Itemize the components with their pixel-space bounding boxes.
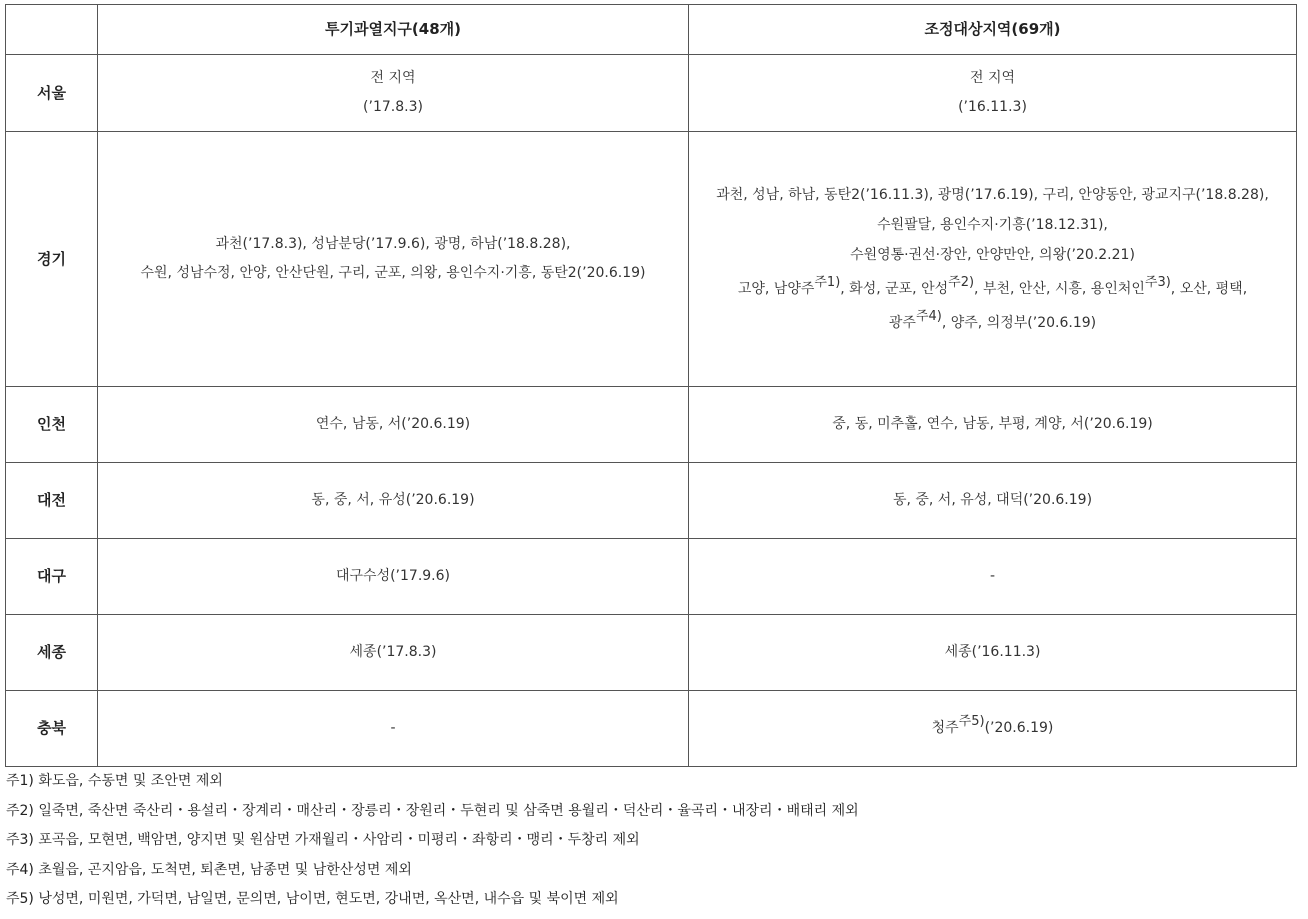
cell-line: (’16.11.3) [958,99,1027,115]
region-label: 경기 [6,132,98,387]
footnote-5: 주5) 낭성면, 미원면, 가덕면, 남일면, 문의면, 남이면, 현도면, 강내면, 옥산면, 내수읍 및 북이면 제외 [6,891,619,907]
region-label: 인천 [6,387,98,463]
footnote-ref: 주1) [814,275,841,290]
cell-line: 수원영통·권선·장안, 안양만안, 의왕(’20.2.21) [850,247,1135,263]
cell-line: 전 지역 [370,70,416,86]
footnote-ref: 주5) [958,714,985,729]
table-row-incheon [6,387,1297,463]
adjustment-cell: 동, 중, 서, 유성, 대덕(’20.6.19) [689,463,1297,539]
cell-line: (’17.8.3) [363,99,423,115]
overheated-cell: 대구수성(’17.9.6) [98,539,689,615]
adjustment-cell: - [689,539,1297,615]
overheated-cell: - [98,691,689,767]
footnote-3: 주3) 포곡읍, 모현면, 백암면, 양지면 및 원삼면 가재월리・사암리・미평리・좌항리・맹리・두창리 제외 [6,832,640,848]
adjustment-cell [689,55,1297,132]
overheated-cell: 세종(’17.8.3) [98,615,689,691]
table-row-sejong [6,615,1297,691]
footnote-ref: 주4) [915,309,942,324]
header-adjustment-target-area: 조정대상지역(69개) [689,5,1297,55]
table-row-seoul [6,55,1297,132]
table-row-chungbuk [6,691,1297,767]
footnote-2: 주2) 일죽면, 죽산면 죽산리・용설리・장계리・매산리・장릉리・장원리・두현리 및 삼죽면 용월리・덕산리・율곡리・내장리・배태리 제외 [6,802,859,819]
region-label: 세종 [6,615,98,691]
cell-text: , 부천, 안산, 시흥, 용인처인 [974,281,1145,297]
regulation-zone-table [5,4,1297,767]
region-label: 충북 [6,691,98,767]
table-row-daegu [6,539,1297,615]
adjustment-cell: 중, 동, 미추홀, 연수, 남동, 부평, 계양, 서(’20.6.19) [689,387,1297,463]
region-label: 대구 [6,539,98,615]
region-label: 서울 [6,55,98,132]
cell-text: 청주 [931,720,959,736]
region-label: 대전 [6,463,98,539]
header-corner-cell [6,5,98,55]
cell-line: 전 지역 [969,70,1016,86]
overheated-cell [98,55,689,132]
overheated-cell: 동, 중, 서, 유성(’20.6.19) [98,463,689,539]
cell-text: , 양주, 의정부(’20.6.19) [941,315,1097,331]
cell-text: , 화성, 군포, 안성 [840,281,949,297]
cell-line: 과천(’17.8.3), 성남분당(’17.9.6), 광명, 하남(’18.8.28), [215,236,571,252]
footnote-4: 주4) 초월읍, 곤지암읍, 도척면, 퇴촌면, 남종면 및 남한산성면 제외 [6,861,412,878]
cell-text: , 오산, 평택, [1170,281,1248,297]
adjustment-cell [689,132,1297,387]
cell-line: 과천, 성남, 하남, 동탄2(’16.11.3), 광명(’17.6.19), 구리, 안양동안, 광교지구(’18.8.28), [716,187,1269,203]
cell-text: 광주 [888,315,916,331]
cell-line-with-notes [693,308,1292,338]
cell-line: 수원, 성남수정, 안양, 안산단원, 구리, 군포, 의왕, 용인수지·기흥, 동탄2(’20.6.19) [140,265,646,281]
footnote-1: 주1) 화도읍, 수동면 및 조안면 제외 [6,773,223,789]
table-row-daejeon [6,463,1297,539]
cell-text: 고양, 남양주 [737,281,815,297]
cell-text: (’20.6.19) [984,720,1054,736]
adjustment-cell [689,691,1297,767]
table-row-gyeonggi [6,132,1297,387]
footnote-ref: 주2) [948,275,975,290]
header-speculative-overheated-zone: 투기과열지구(48개) [98,5,689,55]
cell-line: 수원팔달, 용인수지·기흥(’18.12.31), [877,217,1108,233]
overheated-cell [98,132,689,387]
adjustment-cell: 세종(’16.11.3) [689,615,1297,691]
footnotes [6,767,1302,915]
overheated-cell: 연수, 남동, 서(’20.6.19) [98,387,689,463]
footnote-ref: 주3) [1144,275,1171,290]
cell-line-with-notes [693,270,1292,308]
header-row [6,5,1297,55]
